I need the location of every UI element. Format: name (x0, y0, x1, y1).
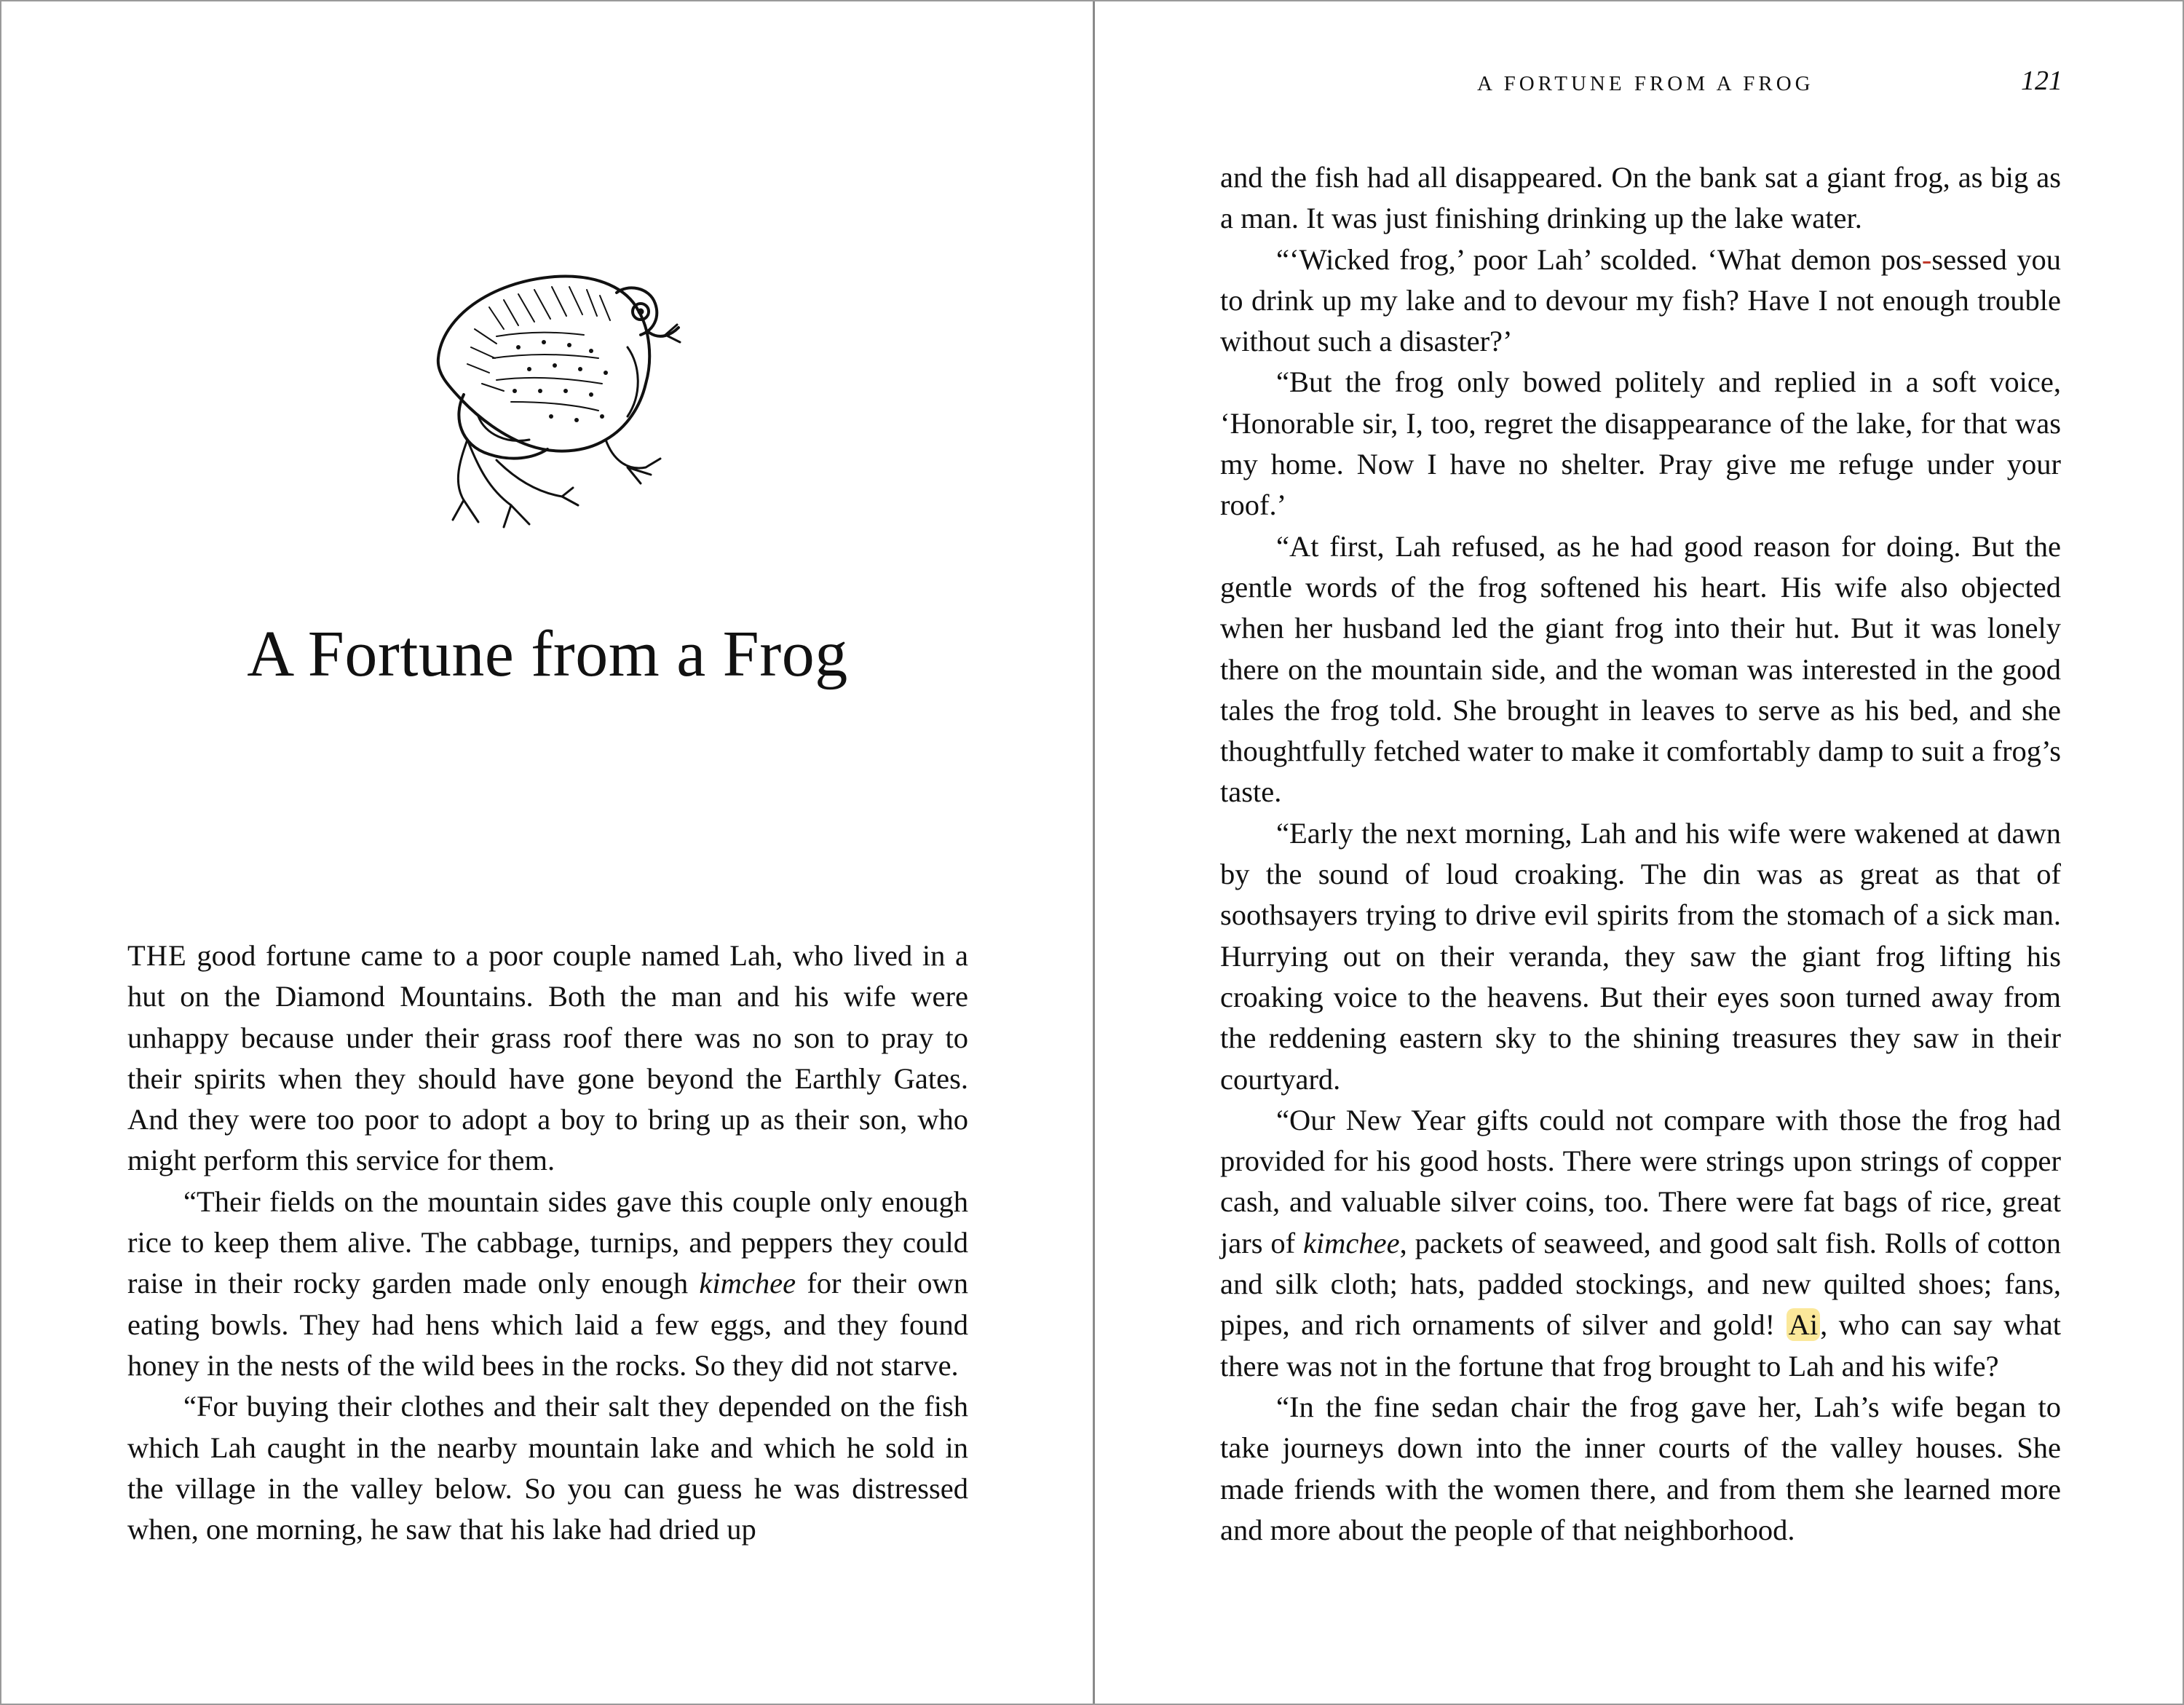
edit-mark[interactable]: - (1921, 242, 1932, 276)
paragraph-text: “‘Wicked frog,’ poor Lah’ scolded. ‘What demon pos (1276, 242, 1922, 276)
paragraph (1220, 362, 2061, 526)
paragraph (1220, 813, 2061, 1100)
drop-lead-word: THE (127, 939, 187, 972)
frog-illustration-icon (409, 249, 686, 533)
paragraph-text: “For buying their clothes and their salt they depended on the fish which Lah caught in the nearby mountain lake and which he sold in the village in the valley below. So you can guess he was distressed when, one morning, he saw that his lake had dried up (127, 1390, 968, 1546)
paragraph (127, 1182, 968, 1386)
paragraph-text: “In the fine sedan chair the frog gave her, Lah’s wife began to take journeys down into the inner courts of the valley houses. She made friends with the women there, and from them she learned more and more about the people of that neighborhood. (1220, 1390, 2061, 1546)
left-page-body (127, 935, 968, 1550)
paragraph (1220, 1100, 2061, 1387)
right-page-body (1220, 157, 2061, 1551)
paragraph-text: “Their fields on the mountain sides gave this couple only enough rice to keep them alive. The cabbage, turnips, and peppers they could raise in their rocky garden made only enough (127, 1184, 968, 1300)
paragraph-text: good fortune came to a poor couple named Lah, who lived in a hut on the Diamond Mountains. Both the man and his wife were unhappy because under their grass roof there was no son to pray to their spirits when they should have gone beyond the Earthly Gates. And they were too poor to adopt a boy to bring up as their son, who might perform this service for them. (127, 939, 968, 1177)
page-number: 121 (2021, 66, 2062, 96)
paragraph-text: , packets of seaweed, and good salt fish. Rolls of cotton and silk cloth; hats, padded stockings, and new quilted shoes; fans, pipes, and rich ornaments of silver and gold! (1220, 1226, 2061, 1342)
paragraph-text: sessed you to drink up my lake and to devour my fish? Have I not enough trouble without such a disaster?’ (1220, 242, 2061, 358)
highlighted-word[interactable]: Ai (1787, 1308, 1821, 1341)
left-page[interactable] (1, 1, 1093, 1704)
paragraph (127, 935, 968, 1182)
paragraph (1220, 157, 2061, 240)
paragraph-text: and the fish had all disappeared. On the bank sat a giant frog, as big as a man. It was just finishing drinking up the lake water. (1220, 161, 2061, 235)
right-page[interactable] (1095, 1, 2184, 1704)
italic-term: kimchee (699, 1267, 796, 1300)
paragraph (1220, 526, 2061, 813)
paragraph (1220, 1387, 2061, 1551)
italic-term: kimchee (1302, 1226, 1400, 1259)
paragraph-text: for their own eating bowls. They had hens which laid a few eggs, and they found honey in the nests of the wild bees in the rocks. So they did not starve. (127, 1267, 968, 1382)
paragraph-text: “Our New Year gifts could not compare with those the frog had provided for his good hosts. There were strings upon strings of copper cash, and valuable silver coins, too. There were fat bags of rice, great jars of (1220, 1103, 2061, 1259)
paragraph-text: “At first, Lah refused, as he had good reason for doing. But the gentle words of the frog softened his heart. His wife also objected when her husband led the giant frog into their hut. But it was lonely there on the mountain side, and the woman was interested in the good tales the frog told. She brought in leaves to serve as his bed, and she thoughtfully fetched water to make it comfortably damp to suit a frog’s taste. (1220, 529, 2061, 809)
running-head: A FORTUNE FROM A FROG (1477, 72, 1814, 95)
paragraph-text: “But the frog only bowed politely and replied in a soft voice, ‘Honorable sir, I, too, regret the disappearance of the lake, for that was my home. Now I have no shelter. Pray give me refuge under your roof.’ (1220, 365, 2061, 522)
paragraph (1220, 240, 2061, 363)
paragraph-text: “Early the next morning, Lah and his wife were wakened at dawn by the sound of loud croaking. The din was as great as that of soothsayers trying to drive evil spirits from the stomach of a sick man. Hurrying out on their veranda, they saw the giant frog lifting his croaking voice to the heavens. But their eyes soon turned away from the reddening eastern sky to the shining treasures they saw in their courtyard. (1220, 816, 2061, 1096)
chapter-title: A Fortune from a Frog (247, 618, 848, 690)
paragraph (127, 1386, 968, 1550)
paragraph-text: , who can say what there was not in the fortune that frog brought to Lah and his wife? (1220, 1308, 2061, 1382)
